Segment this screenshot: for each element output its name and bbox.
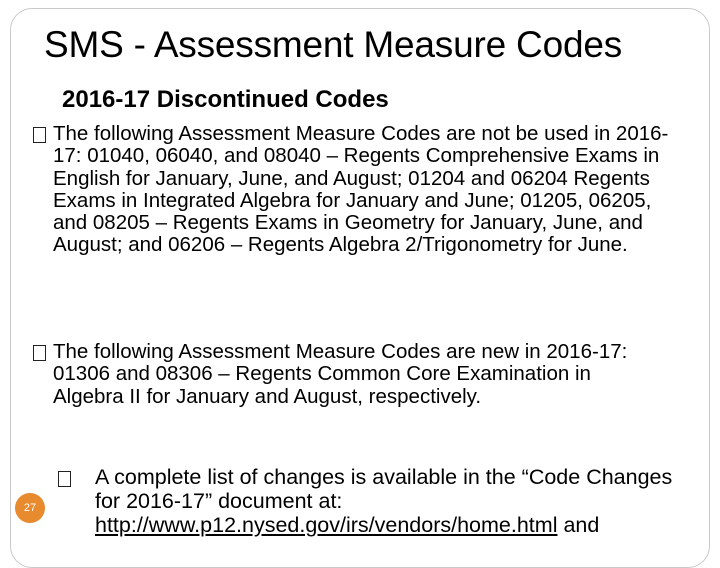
slide-title: SMS - Assessment Measure Codes	[44, 24, 622, 65]
checkbox-bullet-icon	[58, 471, 71, 487]
vendors-link[interactable]: http://www.p12.nysed.gov/irs/vendors/home.html	[95, 513, 558, 537]
bullet-text-lead: A complete list of changes is available in the “Code Changes for 2016-17” document at:	[95, 465, 673, 513]
bullet-text: The following Assessment Measure Codes are not be used in 2016-17: 01040, 06040, and 08040 – Regents Comprehensive Exams in English for January, June, and August; 01204 and 06204 Regents Exams in Integrated Algebra for January and June; 01205, 06205, and 08205 – Regents Exams in Geometry for January, June, and August; and 06206 – Regents Algebra 2/Trigonometry for June.	[53, 122, 669, 257]
bullet-discontinued-codes	[28, 123, 688, 257]
bullet-complete-list	[58, 465, 678, 537]
checkbox-bullet-icon	[33, 345, 46, 361]
bullet-text-tail: and	[557, 513, 600, 537]
bullet-new-codes	[28, 341, 648, 408]
slide-subtitle: 2016-17 Discontinued Codes	[62, 86, 389, 113]
bullet-text	[95, 465, 678, 537]
bullet-text: The following Assessment Measure Codes are new in 2016-17: 01306 and 08306 – Regents Common Core Examination in Algebra II for January and August, respectively.	[53, 340, 628, 408]
page-number-badge: 27	[15, 493, 45, 523]
checkbox-bullet-icon	[33, 127, 46, 143]
